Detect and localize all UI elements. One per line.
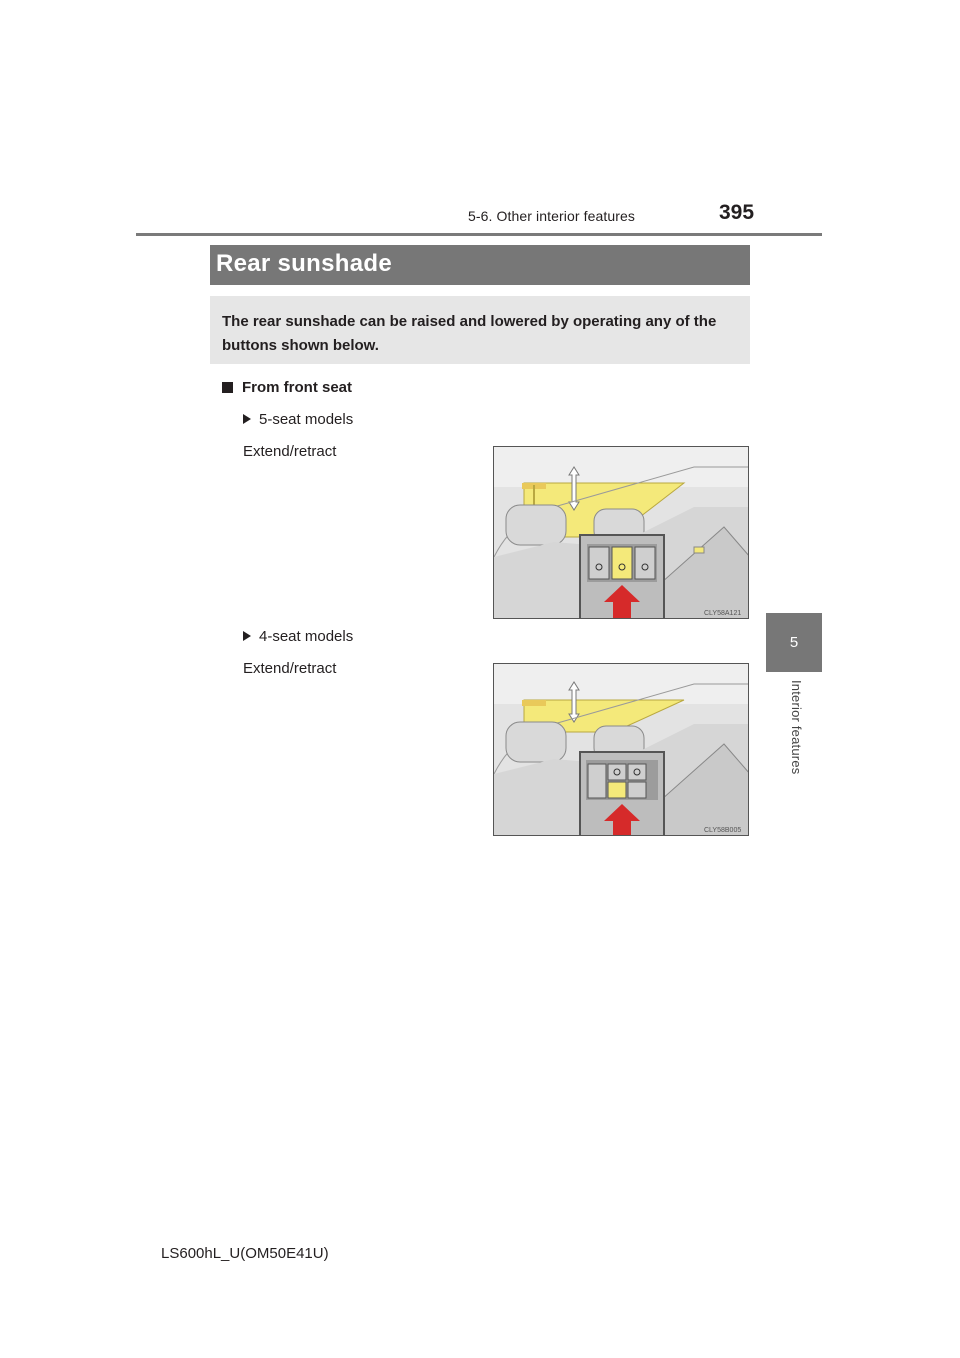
section-title-bar bbox=[210, 245, 750, 285]
section-title: Rear sunshade bbox=[216, 250, 392, 277]
square-bullet-icon bbox=[222, 382, 233, 393]
intro-text: The rear sunshade can be raised and lowered by operating any of the buttons shown below. bbox=[222, 313, 717, 354]
chapter-label: Interior features bbox=[789, 680, 804, 775]
figure-4-seat bbox=[493, 663, 749, 836]
footer-document-code: LS600hL_U(OM50E41U) bbox=[161, 1245, 329, 1262]
intro-box bbox=[210, 296, 750, 364]
subheading-text: From front seat bbox=[242, 379, 353, 396]
triangle-bullet-icon bbox=[243, 414, 251, 424]
figure-5-seat bbox=[493, 446, 749, 619]
chapter-tab bbox=[766, 613, 822, 672]
model-item-4-seat bbox=[243, 628, 353, 645]
page-number: 395 bbox=[719, 201, 755, 224]
figure-code: CLY58B005 bbox=[704, 827, 742, 834]
model-action: Extend/retract bbox=[243, 443, 337, 460]
model-item-5-seat bbox=[243, 411, 353, 428]
header-section-title: 5-6. Other interior features bbox=[468, 208, 635, 224]
subheading bbox=[222, 379, 352, 396]
triangle-bullet-icon bbox=[243, 631, 251, 641]
chapter-number: 5 bbox=[789, 634, 799, 651]
figure-code: CLY58A121 bbox=[704, 610, 742, 617]
model-action: Extend/retract bbox=[243, 660, 337, 677]
model-name: 4-seat models bbox=[259, 628, 354, 645]
illustration-4-seat bbox=[494, 664, 749, 836]
model-name: 5-seat models bbox=[259, 411, 354, 428]
illustration-5-seat bbox=[494, 447, 749, 619]
header-divider bbox=[136, 233, 822, 236]
